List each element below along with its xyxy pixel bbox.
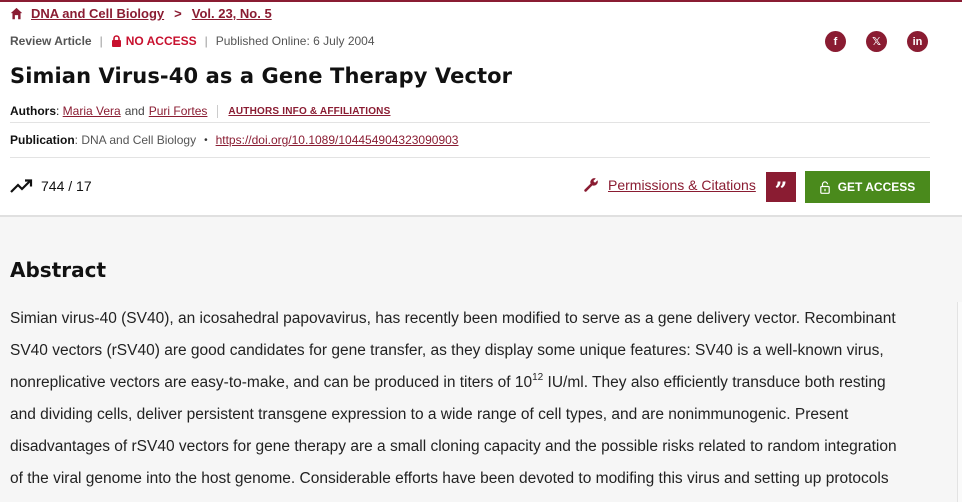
access-status-text: NO ACCESS bbox=[125, 34, 197, 48]
publication-row bbox=[10, 133, 458, 147]
quote-icon: ” bbox=[774, 178, 788, 204]
lock-icon bbox=[111, 35, 122, 47]
breadcrumb-journal-link[interactable]: DNA and Cell Biology bbox=[31, 6, 165, 21]
metrics-count: 744 / 17 bbox=[41, 178, 92, 194]
abstract-line-part: IU/ml. They also efficiently transduce both resting bbox=[543, 374, 886, 391]
publication-journal: DNA and Cell Biology bbox=[81, 133, 197, 147]
authors-row bbox=[10, 104, 390, 118]
article-title: Simian Virus-40 as a Gene Therapy Vector bbox=[10, 64, 513, 88]
publication-label: Publication bbox=[10, 133, 75, 147]
publication-bullet: • bbox=[204, 134, 208, 146]
breadcrumb-separator: > bbox=[174, 6, 182, 21]
authors-and: and bbox=[124, 104, 145, 118]
publication-colon: : bbox=[74, 133, 82, 147]
abstract-line: Simian virus-40 (SV40), an icosahedral papovavirus, has recently been modified to serve as a gene delivery vector. Recombinant bbox=[10, 310, 896, 327]
unlock-icon bbox=[820, 181, 830, 194]
abstract-line-part: nonreplicative vectors are easy-to-make, and can be produced in titers of 10 bbox=[10, 374, 533, 391]
x-share-button[interactable] bbox=[866, 31, 887, 52]
author-link-puri-fortes[interactable]: Puri Fortes bbox=[148, 104, 208, 118]
divider bbox=[10, 157, 930, 158]
article-meta bbox=[10, 34, 375, 48]
trending-up-icon bbox=[10, 179, 33, 193]
home-icon[interactable] bbox=[10, 7, 24, 21]
published-date: Published Online: 6 July 2004 bbox=[215, 34, 375, 48]
doi-link[interactable]: https://doi.org/10.1089/104454904323090903 bbox=[215, 133, 459, 147]
article-type: Review Article bbox=[10, 34, 92, 48]
facebook-icon: f bbox=[833, 35, 838, 48]
abstract-line bbox=[10, 367, 940, 399]
abstract-heading: Abstract bbox=[10, 258, 107, 282]
divider bbox=[10, 122, 930, 123]
wrench-icon bbox=[583, 177, 599, 193]
abstract-line: of the viral genome into the host genome. Considerable efforts have been devoted to modifing this virus and setting up protocols bbox=[10, 470, 889, 487]
top-accent-rule bbox=[0, 0, 962, 2]
linkedin-share-button[interactable] bbox=[907, 31, 928, 52]
meta-divider: | bbox=[99, 34, 103, 48]
abstract-text bbox=[10, 303, 940, 495]
permissions-citations-link[interactable]: Permissions & Citations bbox=[608, 177, 756, 193]
abstract-superscript: 12 bbox=[532, 372, 544, 383]
x-icon: 𝕏 bbox=[872, 36, 881, 48]
article-metrics[interactable] bbox=[10, 178, 92, 194]
abstract-line: disadvantages of rSV40 vectors for gene therapy are a small cloning capacity and the possible risks related to random integration bbox=[10, 438, 897, 455]
author-link-maria-vera[interactable]: Maria Vera bbox=[62, 104, 121, 118]
authors-divider bbox=[217, 105, 218, 118]
access-status-badge bbox=[111, 34, 197, 48]
abstract-line: and dividing cells, deliver persistent transgene expression to a wide range of cell types, and are nonimmunogenic. Present bbox=[10, 406, 849, 423]
linkedin-icon: in bbox=[912, 35, 923, 48]
get-access-label: GET ACCESS bbox=[837, 180, 916, 194]
breadcrumb-issue-link[interactable]: Vol. 23, No. 5 bbox=[191, 6, 272, 21]
permissions-citations[interactable] bbox=[583, 177, 756, 193]
authors-colon: : bbox=[56, 104, 63, 118]
cite-button[interactable] bbox=[766, 172, 796, 202]
breadcrumb bbox=[10, 6, 272, 21]
social-share bbox=[825, 31, 928, 52]
meta-divider: | bbox=[204, 34, 208, 48]
get-access-button[interactable] bbox=[805, 171, 930, 203]
facebook-share-button[interactable] bbox=[825, 31, 846, 52]
abstract-line: SV40 vectors (rSV40) are good candidates for gene transfer, as they display some unique features: SV40 is a well-known virus, bbox=[10, 342, 884, 359]
authors-info-link[interactable]: AUTHORS INFO & AFFILIATIONS bbox=[228, 105, 391, 117]
authors-label: Authors bbox=[10, 104, 56, 118]
scrollbar-track[interactable] bbox=[957, 302, 962, 502]
